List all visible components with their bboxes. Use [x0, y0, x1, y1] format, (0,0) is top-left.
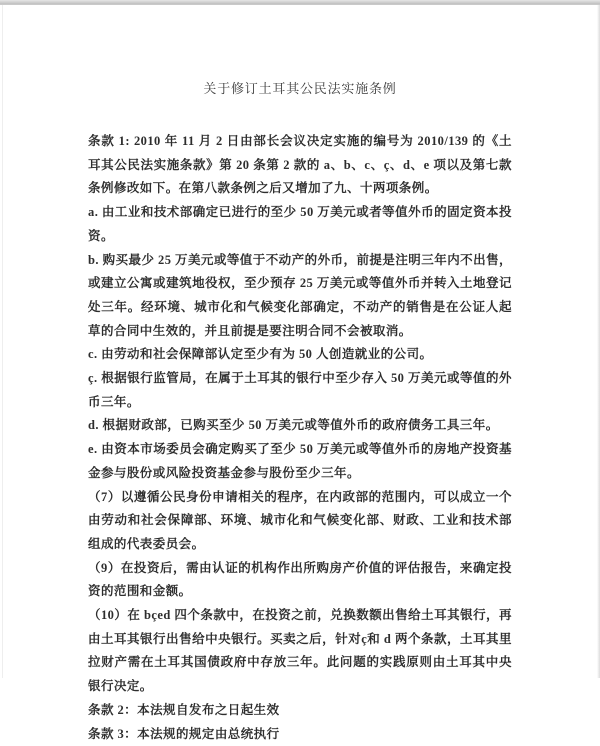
clause-2-paragraph: 条款 2：本法规自发布之日起生效 — [88, 702, 280, 717]
item-c-cedilla-paragraph: ç. 根据银行监管局，在属于土耳其的银行中至少存入 50 万美元或等值的外币三年。 — [88, 371, 512, 409]
page-top-edge — [0, 0, 600, 5]
item-d-paragraph: d. 根据财政部，已购买至少 50 万美元或等值外币的政府债务工具三年。 — [88, 418, 499, 433]
page-left-edge — [2, 5, 3, 678]
document-page — [88, 78, 512, 746]
item-a-paragraph: a. 由工业和技术部确定已进行的至少 50 万美元或者等值外币的固定资本投资。 — [88, 205, 512, 243]
clause-9-paragraph: （9）在投资后，需由认证的机构作出所购房产价值的评估报告，来确定投资的范围和金额。 — [88, 560, 512, 599]
document-title: 关于修订土耳其公民法实施条例 — [203, 81, 397, 96]
clause-10-paragraph: （10）在 bçed 四个条款中，在投资之前，兑换数额出售给土耳其银行，再由土耳其银行出售给中央银行。买卖之后，针对ç和 d 两个条款，土耳其里拉财产需在土耳其国债政府中存放三年。此问题的实践原则由土耳其中央银行决定。 — [88, 608, 512, 694]
clause-7-paragraph: （7）以遵循公民身份申请相关的程序，在内政部的范围内，可以成立一个由劳动和社会保障部、环境、城市化和气候变化部、财政、工业和技术部组成的代表委员会。 — [88, 489, 512, 551]
item-c-paragraph: c. 由劳动和社会保障部认定至少有为 50 人创造就业的公司。 — [88, 347, 433, 362]
item-b-paragraph: b. 购买最少 25 万美元或等值于不动产的外币，前提是注明三年内不出售，或建立公寓或建筑地役权，至少预存 25 万美元或等值外币并转入土地登记处三年。经环境、城市化和气候变化部确定，不动产的销售是在公证人起草的合同中生效的，并且前提是要注明合同不会被取消。 — [88, 252, 512, 338]
item-e-paragraph: e. 由资本市场委员会确定购买了至少 50 万美元或等值外币的房地产投资基金参与股份或风险投资基金参与股份至少三年。 — [88, 442, 512, 480]
clause-1-paragraph: 条款 1: 2010 年 11 月 2 日由部长会议决定实施的编号为 2010/139 的《土耳其公民法实施条款》第 20 条第 2 款的 a、b、c、ç、d、e 项以及第七款条例修改如下。在第八款条例之后又增加了九、十两项条例。 — [88, 134, 512, 196]
clause-3-paragraph: 条款 3：本法规的规定由总统执行 — [88, 726, 280, 741]
